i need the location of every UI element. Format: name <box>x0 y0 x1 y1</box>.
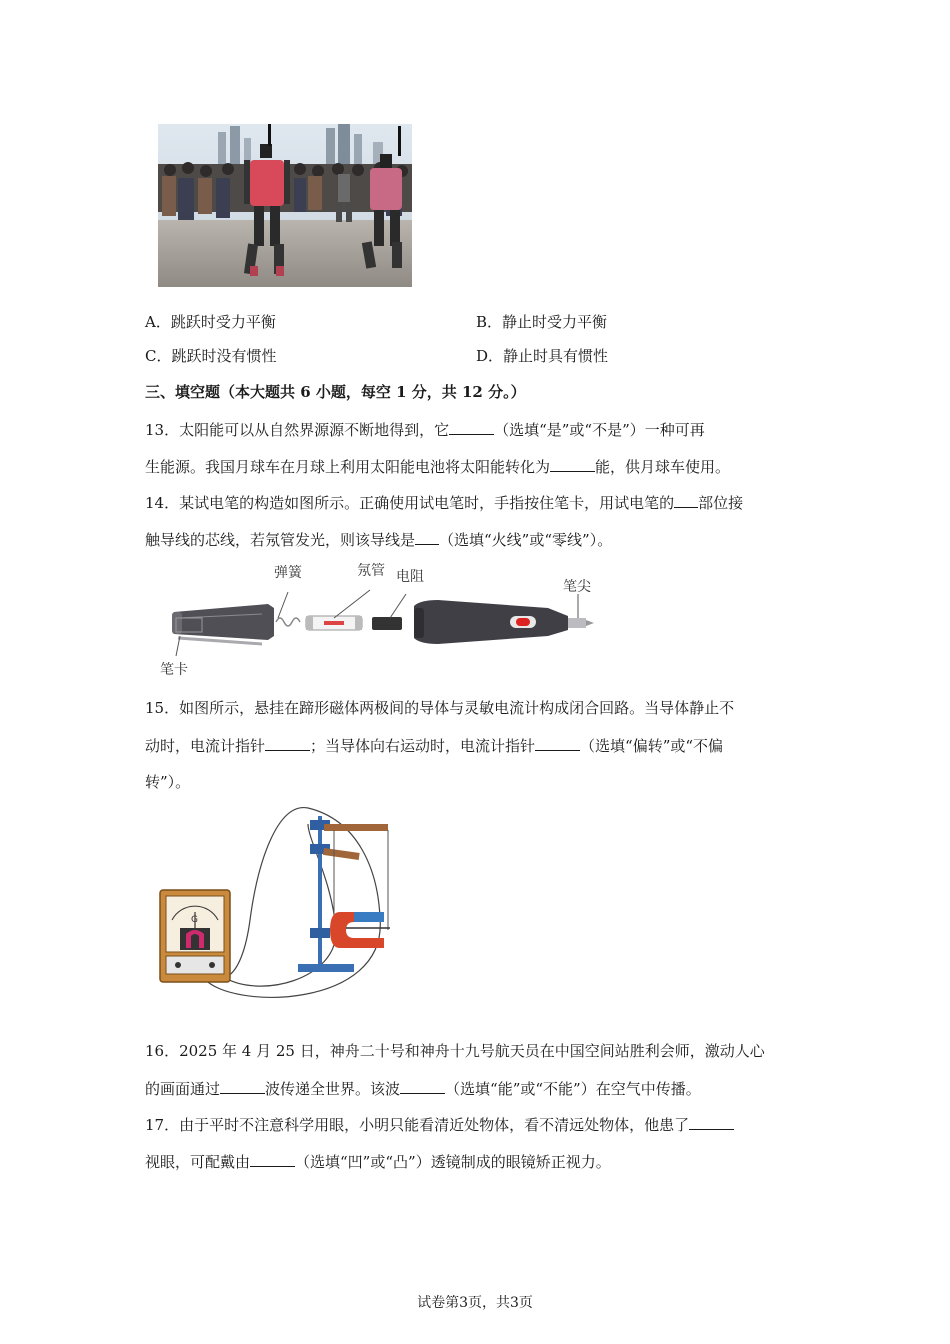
q14-blank-2[interactable] <box>415 528 439 545</box>
q13-blank-1[interactable] <box>449 418 494 435</box>
q13-blank-2[interactable] <box>550 455 595 472</box>
test-pen-diagram <box>158 578 598 658</box>
label-spring: 弹簧 <box>274 565 302 581</box>
q14-line-2 <box>145 528 612 551</box>
q17-text: （选填“凹”或“凸”）透镜制成的眼镜矫正视力。 <box>295 1153 611 1171</box>
q16-text: 的画面通过 <box>145 1080 221 1098</box>
label-resistor: 电阻 <box>396 569 424 585</box>
q15-text: 动时，电流计指针 <box>145 737 266 755</box>
q15-blank-1[interactable] <box>265 734 310 751</box>
q17-line-1 <box>145 1113 734 1136</box>
q14-text: 14．某试电笔的构造如图所示。正确使用试电笔时，手指按住笔卡，用试电笔的 <box>145 494 675 512</box>
label-neon-tube: 氖管 <box>357 563 385 579</box>
q15-blank-2[interactable] <box>535 734 580 751</box>
q14-text: （选填“火线”或“零线”）。 <box>439 531 613 549</box>
electromagnetic-apparatus <box>158 800 398 1012</box>
q13-text: （选填“是”或“不是”）一种可再 <box>494 421 705 439</box>
q16-line-2 <box>145 1077 701 1100</box>
q15-line-1: 15．如图所示，悬挂在蹄形磁体两极间的导体与灵敏电流计构成闭合回路。当导体静止不 <box>145 699 735 717</box>
q16-blank-2[interactable] <box>400 1077 445 1094</box>
q13-text: 能，供月球车使用。 <box>595 458 731 476</box>
meter-g-label: G <box>191 915 198 925</box>
q17-line-2 <box>145 1150 611 1173</box>
page-footer: 试卷第3页，共3页 <box>417 1295 533 1311</box>
robot-photo <box>158 124 412 287</box>
q17-text: 17．由于平时不注意科学用眼，小明只能看清近处物体，看不清远处物体，他患了 <box>145 1116 690 1134</box>
section-3-heading: 三、填空题（本大题共 6 小题，每空 1 分，共 12 分。） <box>145 383 526 401</box>
option-c: C．跳跃时没有惯性 <box>145 347 277 365</box>
q15-line-2 <box>145 734 723 757</box>
q15-text: （选填“偏转”或“不偏 <box>580 737 724 755</box>
q15-line-3: 转”）。 <box>145 773 191 791</box>
option-b: B．静止时受力平衡 <box>476 313 608 331</box>
q14-text: 部位接 <box>698 494 744 512</box>
q15-text: ；当导体向右运动时，电流计指针 <box>310 737 536 755</box>
option-a: A．跳跃时受力平衡 <box>145 313 276 331</box>
q17-text: 视眼，可配戴由 <box>145 1153 251 1171</box>
q16-line-1: 16．2025 年 4 月 25 日，神舟二十号和神舟十九号航天员在中国空间站胜利会师，激动人心 <box>145 1042 765 1060</box>
q17-blank-2[interactable] <box>250 1150 295 1167</box>
option-d: D．静止时具有惯性 <box>476 347 609 365</box>
q13-text: 生能源。我国月球车在月球上利用太阳能电池将太阳能转化为 <box>145 458 551 476</box>
q16-blank-1[interactable] <box>220 1077 265 1094</box>
q14-line-1 <box>145 491 743 514</box>
q14-blank-1[interactable] <box>674 491 698 508</box>
q16-text: （选填“能”或“不能”）在空气中传播。 <box>445 1080 701 1098</box>
q14-text: 触导线的芯线，若氖管发光，则该导线是 <box>145 531 416 549</box>
label-pen-tip: 笔尖 <box>563 579 591 595</box>
q13-line-2 <box>145 455 730 478</box>
label-pen-clip: 笔卡 <box>160 662 188 678</box>
q13-text: 13．太阳能可以从自然界源源不断地得到，它 <box>145 421 450 439</box>
q13-line-1 <box>145 418 705 441</box>
q17-blank-1[interactable] <box>689 1113 734 1130</box>
q16-text: 波传递全世界。该波 <box>265 1080 401 1098</box>
